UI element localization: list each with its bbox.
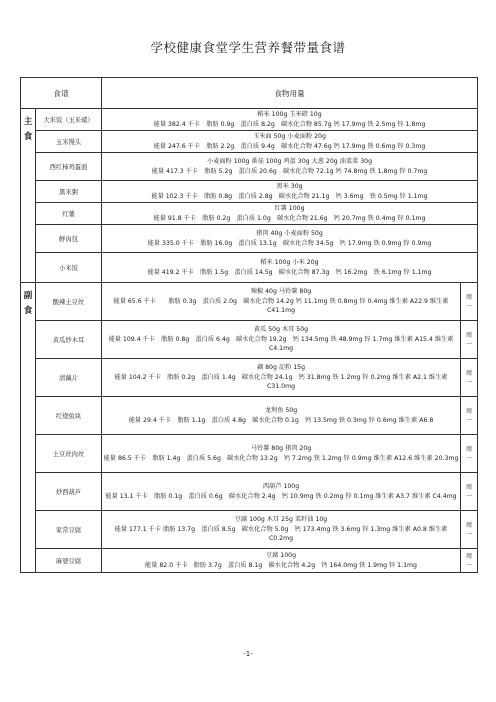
- weekday-char: 周: [465, 445, 473, 453]
- dish-name: 西红柿鸡蛋面: [36, 153, 102, 181]
- weekday-char: 周: [465, 552, 473, 560]
- food-amount: [102, 283, 461, 321]
- weekday-char: 一: [465, 454, 473, 462]
- dish-name: 红薯: [36, 203, 102, 225]
- ingredients: 藕 80g 淀粉 15g: [256, 364, 306, 372]
- header-recipe: 食谱: [21, 78, 102, 109]
- page-number: -1-: [243, 650, 253, 658]
- nutrition: 能量 335.0 千卡 脂肪 16.0g 蛋白质 13.1g 碳水化合物 34.5g 钙 17.9mg 铁 0.9mg 锌 0.9mg: [147, 239, 432, 247]
- food-amount: [102, 203, 478, 225]
- ingredients: 玉米面 50g 小麦面粉 20g: [253, 132, 326, 140]
- weekday-label: [461, 473, 478, 511]
- table-row: [21, 321, 478, 359]
- dish-name: 家常豆腐: [36, 511, 102, 549]
- food-amount: [102, 109, 478, 131]
- nutrition: 能量 177.1 千卡 脂肪 13.7g 蛋白质 8.5g 碳水化合物 5.0g 钙 173.4mg 铁 3.6mg 锌 1.3mg 维生素 A0.8 维生素 C0.2mg: [114, 525, 448, 543]
- nutrition: 能量 419.2 千卡 脂肪 1.5g 蛋白质 14.5g 碳水化合物 87.3g 钙 16.2mg 铁 6.1mg 锌 1.1mg: [147, 268, 432, 276]
- ingredients: 黄瓜 50g 木耳 50g: [253, 326, 309, 334]
- food-amount: [102, 181, 478, 203]
- weekday-char: 一: [465, 492, 473, 500]
- staple-category-label: [21, 109, 36, 283]
- dish-name: 清藕片: [36, 359, 102, 397]
- header-row: [21, 78, 478, 109]
- nutrition: 能量 86.5 千卡 脂肪 1.4g 蛋白质 5.6g 碳水化合物 13.2g 钙 7.2mg 铁 1.2mg 锌 0.9mg 维生素 A12.6 维生素 20.3mg: [103, 454, 459, 462]
- nutrition: 能量 82.0 千卡 脂肪 3.7g 蛋白质 8.1g 碳水化合物 4.2g 钙 164.0mg 铁 1.9mg 锌 1.1mg: [145, 561, 417, 569]
- weekday-char: 周: [465, 407, 473, 415]
- ingredients: 猪肉 40g 小麦面粉 50g: [256, 229, 323, 237]
- table-row: [21, 359, 478, 397]
- nutrition: 能量 247.6 千卡 脂肪 2.2g 蛋白质 9.4g 碳水化合物 47.6g 钙 17.9mg 铁 0.6mg 锌 0.3mg: [153, 142, 426, 150]
- dish-name: 鲜肉包: [36, 225, 102, 253]
- food-amount: [102, 359, 461, 397]
- ingredients: 西葫芦 100g: [262, 482, 300, 490]
- category-char: 食: [23, 306, 33, 316]
- weekday-label: [461, 435, 478, 473]
- weekday-char: 周: [465, 521, 473, 529]
- weekday-label: [461, 511, 478, 549]
- weekday-char: 一: [465, 530, 473, 538]
- table-row: [21, 109, 478, 131]
- table-row: [21, 181, 478, 203]
- page-title: 学校健康食堂学生营养餐带量食谱: [150, 40, 346, 55]
- ingredients: 马铃薯 80g 猪肉 20g: [250, 444, 312, 452]
- weekday-label: [461, 549, 478, 573]
- food-amount: [102, 153, 478, 181]
- weekday-char: 周: [465, 331, 473, 339]
- food-amount: [102, 435, 461, 473]
- table-row: [21, 283, 478, 321]
- dish-name: 麻婆豆腐: [36, 549, 102, 573]
- ingredients: 豆腐 100g: [265, 551, 297, 559]
- nutrition: 能量 102.3 千卡 脂肪 0.8g 蛋白质 2.8g 碳水化合物 21.1g 钙 3.6mg 铁 0.5mg 锌 1.1mg: [151, 192, 428, 200]
- ingredients: 龙利鱼 50g: [264, 406, 298, 414]
- dish-name: 酸辣土豆丝: [36, 283, 102, 321]
- ingredients: 黑米 30g: [276, 182, 303, 190]
- table-row: [21, 473, 478, 511]
- ingredients: 小麦面粉 100g 番茄 100g 鸡蛋 30g 大葱 20g 油菜菜 30g: [206, 157, 373, 165]
- menu-table: [20, 77, 478, 573]
- ingredients: 红薯 100g: [274, 204, 305, 212]
- weekday-label: [461, 359, 478, 397]
- food-amount: [102, 511, 461, 549]
- weekday-char: 一: [465, 302, 473, 310]
- weekday-char: 一: [465, 561, 473, 569]
- header-amount: 食物用量: [102, 78, 478, 109]
- dish-name: 小米饭: [36, 253, 102, 283]
- category-char: 主: [23, 117, 33, 127]
- nutrition: 能量 382.4 千卡 脂肪 0.9g 蛋白质 8.2g 碳水化合物 85.7g 钙 17.9mg 铁 2.5mg 锌 1.8mg: [153, 120, 426, 128]
- table-row: [21, 549, 478, 573]
- side-category-label: [21, 283, 36, 573]
- nutrition: 能量 65.6 千卡 脂肪 0.3g 蛋白质 2.0g 碳水化合物 14.2g 钙 11.1mg 铁 0.8mg 锌 0.4mg 维生素 A22.9 维生素 C41.1mg: [113, 297, 449, 315]
- table-row: [21, 153, 478, 181]
- dish-name: 玉米馒头: [36, 131, 102, 153]
- table-row: [21, 253, 478, 283]
- nutrition: 能量 91.8 千卡 脂肪 0.2g 蛋白质 1.0g 碳水化合物 21.6g 钙 20.7mg 铁 0.4mg 锌 0.1mg: [153, 214, 426, 222]
- nutrition: 能量 417.3 千卡 脂肪 5.2g 蛋白质 20.6g 碳水化合物 72.1g 钙 74.8mg 铁 1.8mg 锌 0.7mg: [151, 167, 428, 175]
- table-row: [21, 203, 478, 225]
- dish-name: 红烧鱼块: [36, 397, 102, 435]
- weekday-label: [461, 283, 478, 321]
- ingredients: 辣椒 40g 马铃薯 80g: [250, 288, 312, 296]
- weekday-char: 一: [465, 340, 473, 348]
- nutrition: 能量 13.1 千卡 脂肪 0.1g 蛋白质 0.6g 碳水化合物 2.4g 钙 10.9mg 铁 0.2mg 锌 0.1mg 维生素 A3.7 维生素 C4.4mg: [105, 492, 457, 500]
- dish-name: 炒西葫芦: [36, 473, 102, 511]
- table-row: [21, 225, 478, 253]
- table-row: [21, 435, 478, 473]
- food-amount: [102, 225, 478, 253]
- nutrition: 能量 104.2 千卡 脂肪 0.2g 蛋白质 1.4g 碳水化合物 24.1g 钙 31.8mg 铁 1.2mg 锌 0.2mg 维生素 A2.1 维生素 C31.0mg: [114, 373, 448, 391]
- weekday-label: [461, 321, 478, 359]
- ingredients: 豆腐 100g 木耳 25g 菜籽油 10g: [234, 516, 328, 524]
- category-char: 副: [23, 291, 33, 301]
- food-amount: [102, 321, 461, 359]
- weekday-char: 一: [465, 416, 473, 424]
- table-row: [21, 397, 478, 435]
- food-amount: [102, 131, 478, 153]
- ingredients: 稻米 100g 小米 20g: [260, 258, 319, 266]
- food-amount: [102, 253, 478, 283]
- ingredients: 稻米 100g 玉米碴 10g: [257, 110, 322, 118]
- dish-name: 土豆丝肉丝: [36, 435, 102, 473]
- food-amount: [102, 549, 461, 573]
- dish-name: 大米饭（玉米碴）: [36, 109, 102, 131]
- category-char: 食: [23, 132, 33, 142]
- food-amount: [102, 473, 461, 511]
- weekday-label: [461, 397, 478, 435]
- weekday-char: 周: [465, 369, 473, 377]
- weekday-char: 一: [465, 378, 473, 386]
- weekday-char: 周: [465, 483, 473, 491]
- dish-name: 黑米粥: [36, 181, 102, 203]
- nutrition: 能量 109.4 千卡 脂肪 0.8g 蛋白质 6.4g 碳水化合物 19.2g 钙 134.5mg 铁 48.9mg 锌 1.7mg 维生素 A15.4 维生素 C4.1mg: [108, 335, 454, 353]
- nutrition: 能量 29.4 千卡 脂肪 1.1g 蛋白质 4.8g 碳水化合物 0.1g 钙 13.5mg 铁 0.3mg 锌 0.6mg 维生素 A6.8: [128, 416, 434, 424]
- weekday-char: 周: [465, 293, 473, 301]
- dish-name: 黄瓜炒木耳: [36, 321, 102, 359]
- table-row: [21, 131, 478, 153]
- food-amount: [102, 397, 461, 435]
- table-row: [21, 511, 478, 549]
